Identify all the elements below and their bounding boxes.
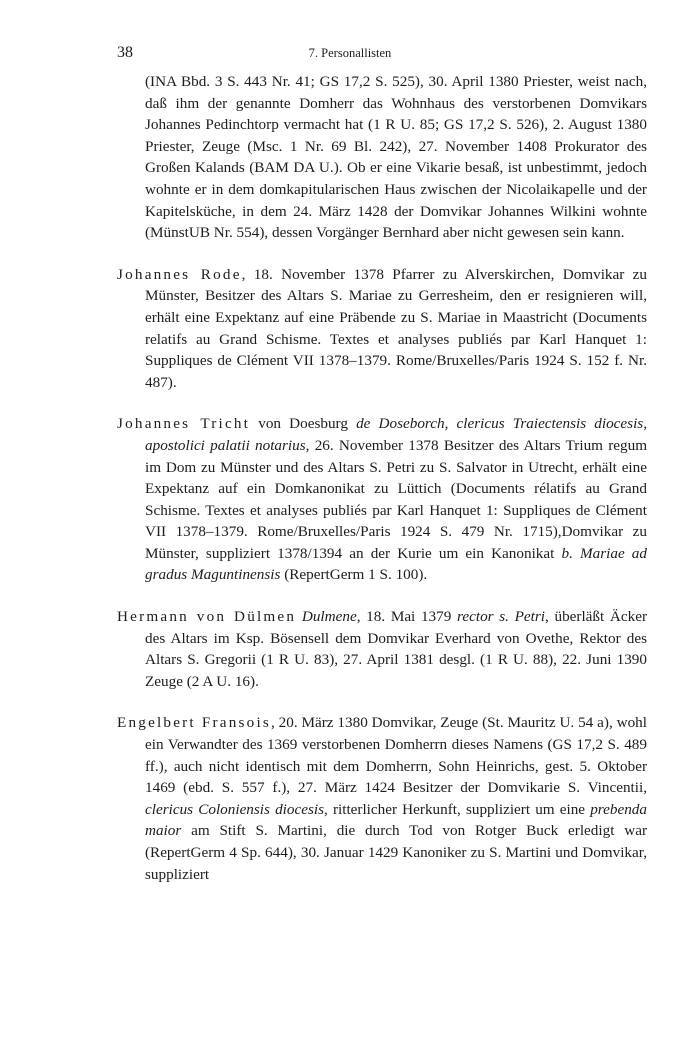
entry-text: , 26. November 1378 Besitzer des Altars Trium regum im Dom zu Münster und des Altars S. Petri zu S. Salvator in Utrecht, erhält eine Expektanz auf ein Domkanonikat zu Lüttich (Documents rélatifs au Grand Schisme. Textes et analyses publiés par Karl Hanquet 1: Suppliques de Clément VII 1378–1379. Rome/Bruxelles/Paris 1924 S. 479 Nr. 1715),Domvikar zu Münster, suppliziert 1378/1394 an der Kurie um ein Kanonikat bbox=[145, 436, 648, 562]
running-title: 7. Personallisten bbox=[308, 46, 392, 60]
entry-name: Engelbert Fransois bbox=[117, 714, 271, 732]
italic-text: de Doseborch, clericus Traiectensis diocesis, apostolici palatii notarius bbox=[145, 415, 647, 454]
main-text bbox=[117, 71, 647, 885]
entry-name: Johannes Tricht bbox=[117, 415, 251, 433]
entry-text: am Stift S. Martini, die durch Tod von Rotger Buck erledigt war (RepertGerm 4 Sp. 644), 30. Januar 1429 Kanoniker zu S. Martini und Domvikar, suppliziert bbox=[145, 822, 647, 883]
entry-johannes-tricht bbox=[117, 413, 647, 586]
entry-name: Hermann von Dülmen bbox=[117, 608, 297, 626]
entry-text: , 20. März 1380 Domvikar, Zeuge (St. Mauritz U. 54 a), wohl ein Verwandter des 1369 verstorbenen Domherrn dieses Namens (GS 17,2 S. 489 ff.), auch nicht identisch mit dem Domherrn, Sohn Heinrichs, gest. 5. Oktober 1469 (ebd. S. 557 f.), 27. März 1424 Besitzer der Domvikarie S. Vincentii, bbox=[145, 714, 647, 797]
entry-text: (RepertGerm 1 S. 100). bbox=[280, 566, 428, 584]
italic-text: b. Mariae ad gradus Maguntinensis bbox=[145, 544, 647, 584]
entry-name: Johannes Rode bbox=[117, 265, 242, 283]
entry-johannes-rode bbox=[117, 264, 647, 394]
entry-text: , ritterlicher Herkunft, suppliziert um eine bbox=[324, 800, 591, 818]
entry-continuation bbox=[117, 71, 647, 244]
entry-text: , 18. November 1378 Pfarrer zu Alverskirchen, Domvikar zu Münster, Besitzer des Altars S. Mariae zu Gerresheim, den er resignieren will, erhält eine Expektanz auf eine Präbende zu S. Mariae in Maastricht (Documents relatifs au Grand Schisme. Textes et analyses publiés par Karl Hanquet 1: Suppliques de Clément VII 1378–1379. Rome/Bruxelles/Paris 1924 S. 152 f. Nr. 487). bbox=[145, 265, 647, 391]
italic-text: clericus Coloniensis diocesis bbox=[145, 800, 325, 818]
page-number: 38 bbox=[117, 44, 133, 61]
italic-text: rector s. Petri bbox=[457, 608, 545, 626]
italic-text: prebenda maior bbox=[145, 800, 647, 840]
entry-hermann-von-duelmen bbox=[117, 606, 647, 692]
entry-text: (INA Bbd. 3 S. 443 Nr. 41; GS 17,2 S. 525), 30. April 1380 Priester, weist nach, daß ihm der genannte Domherr das Wohnhaus des verstorbenen Domvikars Johannes Pedinchtorp vermacht hat (1 R U. 85; GS 17,2 S. 526), 2. August 1380 Priester, Zeuge (Msc. 1 Nr. 69 Bl. 242), 27. November 1408 Prokurator des Großen Kalands (BAM DA U.). Ob er eine Vikarie besaß, ist unbestimmt, jedoch wohnte er in dem domkapitularischen Haus zwischen der Nicolaikapelle und der Kapitelsküche, in dem 24. März 1428 der Domvikar Johannes Wilkini wohnte (MünstUB Nr. 554), dessen Vorgänger Bernhard aber nicht gewesen sein kann. bbox=[145, 73, 647, 242]
entry-engelbert-fransois bbox=[117, 712, 647, 885]
entry-text: von Doesburg bbox=[250, 415, 357, 433]
entry-text: , 18. Mai 1379 bbox=[356, 608, 458, 626]
entry-text: , überläßt Äcker des Altars im Ksp. Bösensell dem Domvikar Everhard von Ovethe, Rektor des Altars S. Gregorii (1 R U. 83), 27. April 1381 desgl. (1 R U. 88), 22. Juni 1390 Zeuge (2 A U. 16). bbox=[145, 608, 648, 690]
italic-text: Dulmene bbox=[301, 608, 357, 626]
